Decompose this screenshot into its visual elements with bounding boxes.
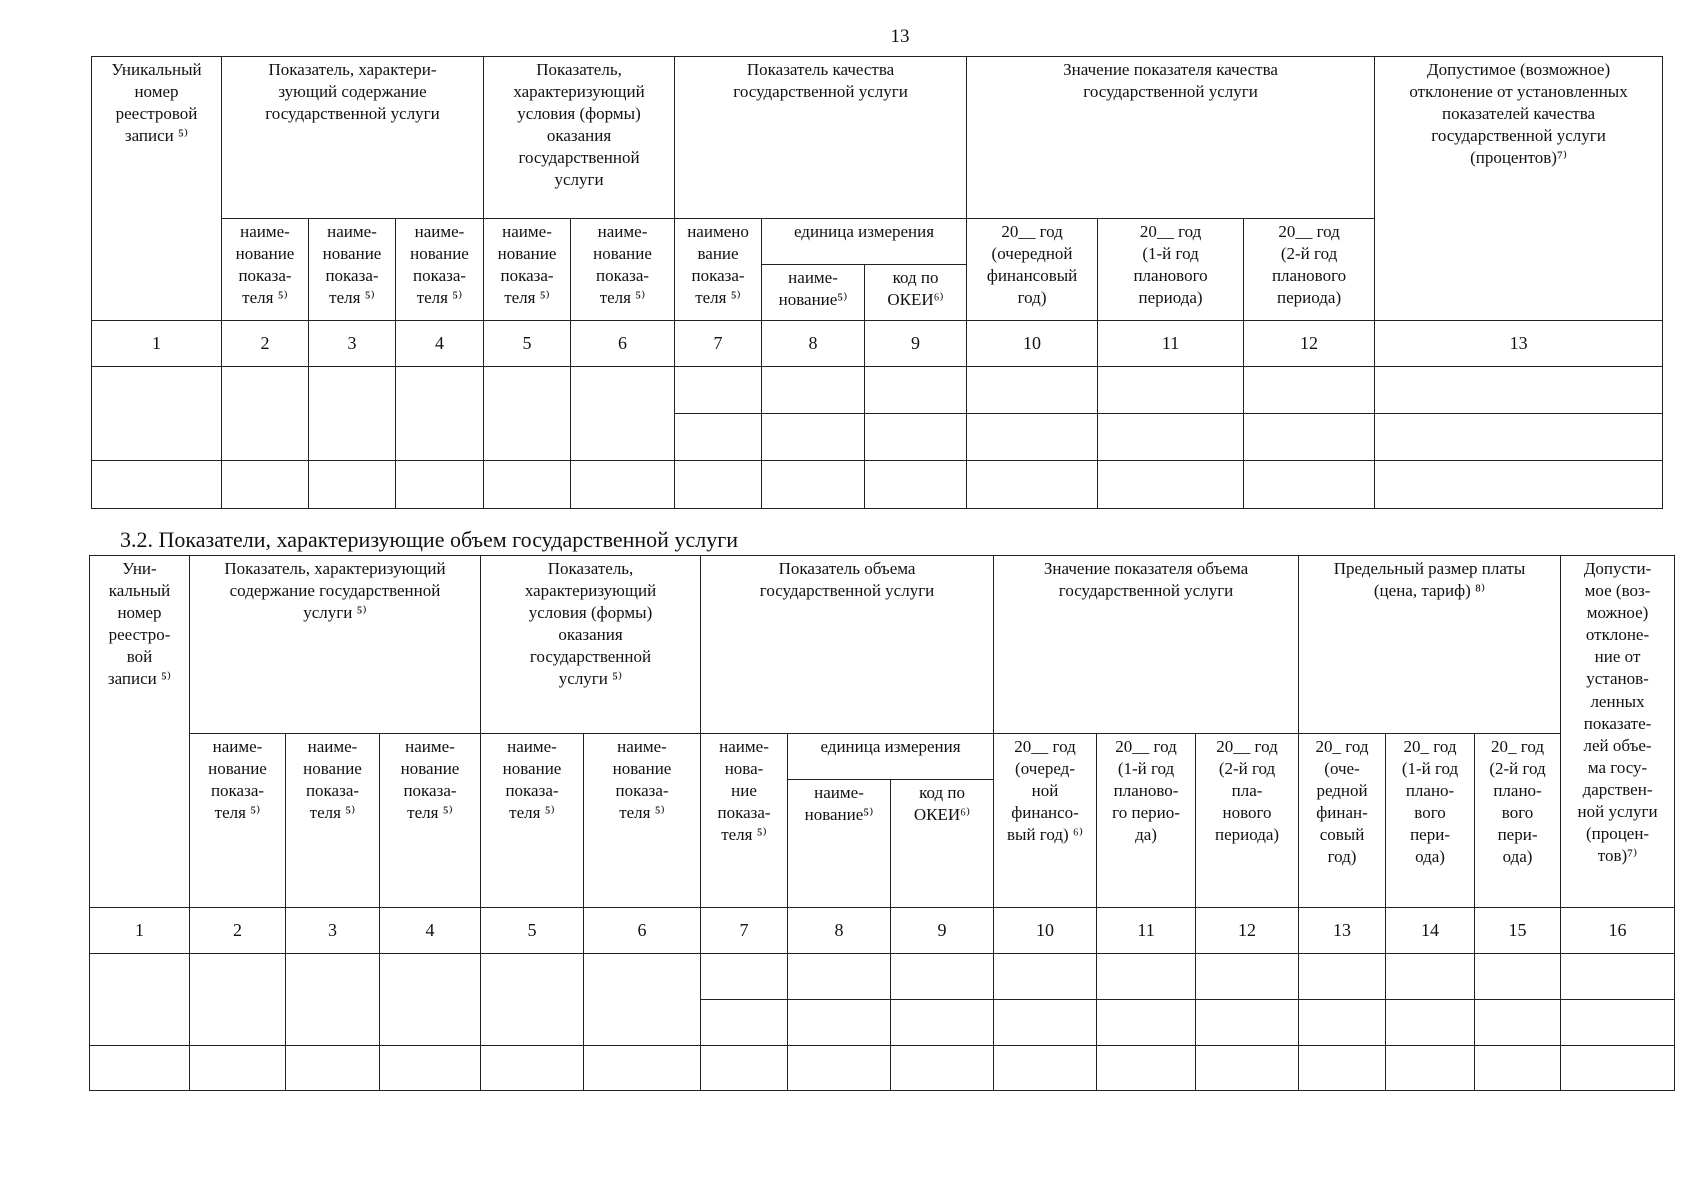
header-fee-year-plan-1: 20_ год (1-й год плано- вого пери- ода) [1386, 734, 1475, 908]
header-value-year-current: 20__ год (очеред- ной финансо- вый год) ⁶⁾ [994, 734, 1097, 908]
empty-cell[interactable] [1098, 367, 1244, 414]
empty-cell[interactable] [286, 1046, 380, 1091]
empty-cell[interactable] [1196, 954, 1299, 1000]
table-row [92, 367, 1663, 414]
empty-cell[interactable] [891, 954, 994, 1000]
header-conditions-indicator: Показатель, характеризующий условия (формы) оказания государственной услуги [484, 57, 675, 219]
header-indicator-name: наиме- нование показа- теля ⁵⁾ [222, 219, 309, 321]
column-number: 13 [1375, 321, 1663, 367]
empty-cell[interactable] [92, 461, 222, 509]
header-unit-name: наиме- нование⁵⁾ [788, 780, 891, 908]
empty-cell[interactable] [701, 1046, 788, 1091]
header-volume-value: Значение показателя объема государственной услуги [994, 556, 1299, 734]
empty-cell[interactable] [1561, 1046, 1675, 1091]
empty-cell[interactable] [1475, 1000, 1561, 1046]
table-row [90, 954, 1675, 1000]
column-number: 5 [481, 908, 584, 954]
column-number: 3 [286, 908, 380, 954]
empty-cell[interactable] [309, 461, 396, 509]
empty-cell[interactable] [788, 954, 891, 1000]
column-number: 16 [1561, 908, 1675, 954]
empty-cell[interactable] [1098, 414, 1244, 461]
column-number: 14 [1386, 908, 1475, 954]
empty-cell[interactable] [994, 1000, 1097, 1046]
header-allowed-deviation: Допусти- мое (воз- можное) отклоне- ние от установ- ленных показате- лей объе- ма госу- дарствен- ной услуги (процен- тов)⁷⁾ [1561, 556, 1675, 908]
empty-cell[interactable] [1561, 1000, 1675, 1046]
column-number: 1 [90, 908, 190, 954]
quality-indicators-table [91, 56, 1663, 509]
empty-cell[interactable] [967, 414, 1098, 461]
empty-cell[interactable] [1244, 414, 1375, 461]
column-number: 10 [994, 908, 1097, 954]
table-row [92, 461, 1663, 509]
header-indicator-name: наиме- нование показа- теля ⁵⁾ [380, 734, 481, 908]
empty-cell[interactable] [762, 414, 865, 461]
column-number: 7 [701, 908, 788, 954]
column-number: 10 [967, 321, 1098, 367]
column-number: 4 [380, 908, 481, 954]
empty-cell[interactable] [1097, 954, 1196, 1000]
header-unit-okei-code: код по ОКЕИ⁶⁾ [865, 265, 967, 321]
column-number: 15 [1475, 908, 1561, 954]
empty-cell[interactable] [222, 461, 309, 509]
empty-cell[interactable] [1386, 1046, 1475, 1091]
header-indicator-name: наиме- нование показа- теля ⁵⁾ [571, 219, 675, 321]
empty-cell[interactable] [584, 1046, 701, 1091]
empty-cell[interactable] [891, 1046, 994, 1091]
empty-cell[interactable] [1097, 1046, 1196, 1091]
page-number: 13 [890, 26, 910, 47]
empty-cell[interactable] [380, 1046, 481, 1091]
empty-cell[interactable] [1196, 1046, 1299, 1091]
column-number: 11 [1097, 908, 1196, 954]
empty-cell[interactable] [571, 461, 675, 509]
empty-cell[interactable] [1375, 367, 1663, 414]
empty-cell[interactable] [865, 461, 967, 509]
empty-cell[interactable] [90, 954, 190, 1046]
empty-cell[interactable] [701, 954, 788, 1000]
header-conditions-indicator: Показатель, характеризующий условия (формы) оказания государственной услуги ⁵⁾ [481, 556, 701, 734]
header-year-plan-2: 20__ год (2-й год планового периода) [1244, 219, 1375, 321]
empty-cell[interactable] [380, 954, 481, 1046]
empty-cell[interactable] [788, 1046, 891, 1091]
empty-cell[interactable] [571, 367, 675, 461]
header-value-year-plan-2: 20__ год (2-й год пла- нового периода) [1196, 734, 1299, 908]
empty-cell[interactable] [1097, 1000, 1196, 1046]
empty-cell[interactable] [90, 1046, 190, 1091]
header-year-plan-1: 20__ год (1-й год планового периода) [1098, 219, 1244, 321]
empty-cell[interactable] [967, 461, 1098, 509]
header-indicator-name: наиме- нование показа- теля ⁵⁾ [286, 734, 380, 908]
empty-cell[interactable] [1098, 461, 1244, 509]
header-measure-unit: единица измерения [788, 734, 994, 780]
empty-cell[interactable] [701, 1000, 788, 1046]
header-quality-indicator: Показатель качества государственной услуги [675, 57, 967, 219]
column-numbers-row [92, 321, 1663, 367]
empty-cell[interactable] [484, 367, 571, 461]
column-number: 5 [484, 321, 571, 367]
header-unit-okei-code: код по ОКЕИ⁶⁾ [891, 780, 994, 908]
column-number: 3 [309, 321, 396, 367]
section-heading: 3.2. Показатели, характеризующие объем государственной услуги [120, 527, 738, 552]
column-number: 9 [865, 321, 967, 367]
empty-cell[interactable] [190, 1046, 286, 1091]
empty-cell[interactable] [1475, 1046, 1561, 1091]
empty-cell[interactable] [788, 1000, 891, 1046]
header-volume-indicator-name: наиме- нова- ние показа- теля ⁵⁾ [701, 734, 788, 908]
header-indicator-name: наиме- нование показа- теля ⁵⁾ [396, 219, 484, 321]
empty-cell[interactable] [92, 367, 222, 461]
empty-cell[interactable] [584, 954, 701, 1046]
header-unit-name: наиме- нование⁵⁾ [762, 265, 865, 321]
column-number: 12 [1196, 908, 1299, 954]
header-fee-year-plan-2: 20_ год (2-й год плано- вого пери- ода) [1475, 734, 1561, 908]
header-indicator-name: наиме- нование показа- теля ⁵⁾ [309, 219, 396, 321]
empty-cell[interactable] [1299, 1046, 1386, 1091]
empty-cell[interactable] [891, 1000, 994, 1046]
empty-cell[interactable] [865, 414, 967, 461]
empty-cell[interactable] [1561, 954, 1675, 1000]
column-number: 2 [222, 321, 309, 367]
empty-cell[interactable] [675, 461, 762, 509]
empty-cell[interactable] [1386, 954, 1475, 1000]
empty-cell[interactable] [994, 1046, 1097, 1091]
empty-cell[interactable] [484, 461, 571, 509]
empty-cell[interactable] [481, 1046, 584, 1091]
empty-cell[interactable] [1475, 954, 1561, 1000]
header-value-year-plan-1: 20__ год (1-й год планово- го перио- да) [1097, 734, 1196, 908]
column-numbers-row [90, 908, 1675, 954]
header-indicator-name: наиме- нование показа- теля ⁵⁾ [584, 734, 701, 908]
empty-cell[interactable] [309, 367, 396, 461]
header-content-indicator: Показатель, характеризующий содержание государственной услуги ⁵⁾ [190, 556, 481, 734]
empty-cell[interactable] [396, 461, 484, 509]
header-allowed-deviation: Допустимое (возможное) отклонение от установленных показателей качества государственной услуги (процентов)⁷⁾ [1375, 57, 1663, 321]
empty-cell[interactable] [762, 367, 865, 414]
empty-cell[interactable] [865, 367, 967, 414]
header-registry-number: Уни- кальный номер реестро- вой записи ⁵⁾ [90, 556, 190, 908]
column-number: 11 [1098, 321, 1244, 367]
empty-cell[interactable] [190, 954, 286, 1046]
header-indicator-name: наиме- нование показа- теля ⁵⁾ [481, 734, 584, 908]
header-fee-year-current: 20_ год (оче- редной финан- совый год) [1299, 734, 1386, 908]
header-fee-limit: Предельный размер платы (цена, тариф) ⁸⁾ [1299, 556, 1561, 734]
empty-cell[interactable] [762, 461, 865, 509]
column-number: 8 [762, 321, 865, 367]
header-quality-indicator-name: наимено вание показа- теля ⁵⁾ [675, 219, 762, 321]
column-number: 2 [190, 908, 286, 954]
header-year-current: 20__ год (очередной финансовый год) [967, 219, 1098, 321]
column-number: 4 [396, 321, 484, 367]
header-measure-unit: единица измерения [762, 219, 967, 265]
volume-indicators-table [89, 555, 1675, 1091]
empty-cell[interactable] [286, 954, 380, 1046]
header-content-indicator: Показатель, характери- зующий содержание государственной услуги [222, 57, 484, 219]
empty-cell[interactable] [675, 414, 762, 461]
empty-cell[interactable] [396, 367, 484, 461]
header-volume-indicator: Показатель объема государственной услуги [701, 556, 994, 734]
empty-cell[interactable] [222, 367, 309, 461]
header-indicator-name: наиме- нование показа- теля ⁵⁾ [484, 219, 571, 321]
column-number: 8 [788, 908, 891, 954]
column-number: 6 [571, 321, 675, 367]
empty-cell[interactable] [1299, 954, 1386, 1000]
header-registry-number: Уникальный номер реестровой записи ⁵⁾ [92, 57, 222, 321]
column-number: 7 [675, 321, 762, 367]
column-number: 12 [1244, 321, 1375, 367]
column-number: 1 [92, 321, 222, 367]
column-number: 9 [891, 908, 994, 954]
empty-cell[interactable] [1196, 1000, 1299, 1046]
empty-cell[interactable] [481, 954, 584, 1046]
column-number: 13 [1299, 908, 1386, 954]
empty-cell[interactable] [1244, 461, 1375, 509]
empty-cell[interactable] [675, 367, 762, 414]
column-number: 6 [584, 908, 701, 954]
empty-cell[interactable] [967, 367, 1098, 414]
empty-cell[interactable] [1375, 414, 1663, 461]
empty-cell[interactable] [1386, 1000, 1475, 1046]
empty-cell[interactable] [1244, 367, 1375, 414]
table-row [90, 1046, 1675, 1091]
header-quality-value: Значение показателя качества государственной услуги [967, 57, 1375, 219]
empty-cell[interactable] [1299, 1000, 1386, 1046]
empty-cell[interactable] [1375, 461, 1663, 509]
empty-cell[interactable] [994, 954, 1097, 1000]
header-indicator-name: наиме- нование показа- теля ⁵⁾ [190, 734, 286, 908]
